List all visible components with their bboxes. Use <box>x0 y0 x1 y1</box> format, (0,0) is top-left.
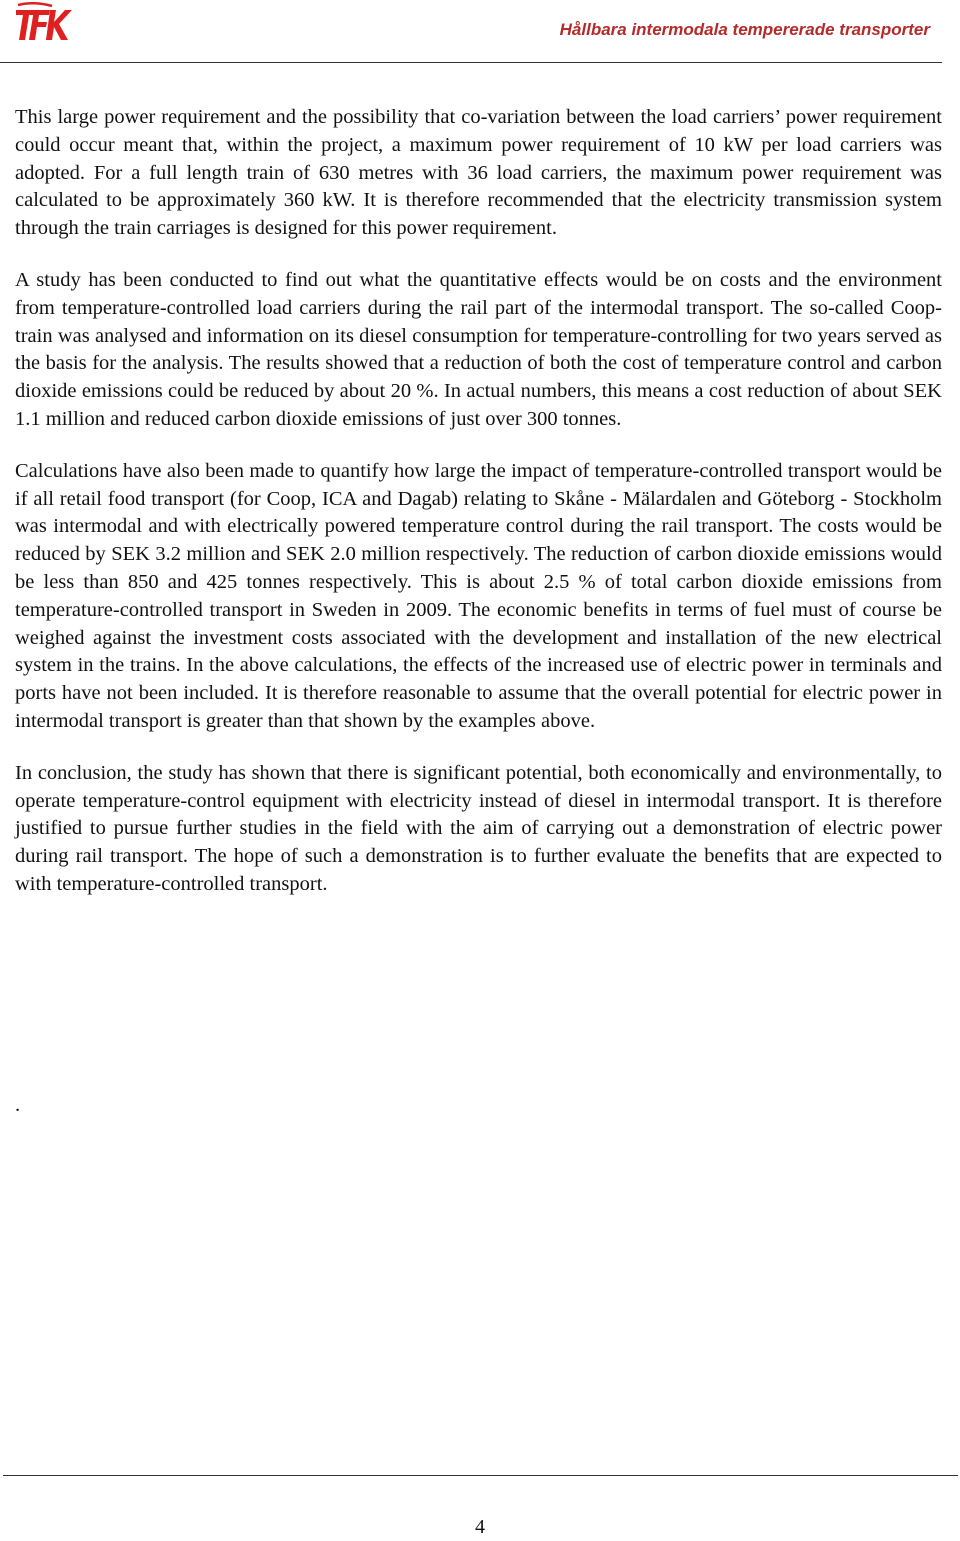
trailing-dot: . <box>15 1094 21 1116</box>
paragraph-power-requirement: This large power requirement and the possibility that co-variation between the load carriers’ power requirement could occur meant that, within the project, a maximum power requirement of 10 kW per load carriers was adopted. For a full length train of 630 metres with 36 load carriers, the maximum power requirement was calculated to be approximately 360 kW. It is therefore recommended that the electricity transmission system through the train carriages is designed for this power requirement. <box>15 106 942 240</box>
page-header <box>0 0 960 66</box>
body-text <box>15 104 942 923</box>
tfk-logo <box>14 2 74 42</box>
page-number: 4 <box>475 1516 485 1538</box>
paragraph-coop-study: A study has been conducted to find out what the quantitative effects would be on costs and the environment from temperature-controlled load carriers during the rail part of the intermodal transport. The so-called Coop-train was analysed and information on its diesel consumption for temperature-controlling for two years served as the basis for the analysis. The results showed that a reduction of both the cost of temperature control and carbon dioxide emissions could be reduced by about 20 %. In actual numbers, this means a cost reduction of about SEK 1.1 million and reduced carbon dioxide emissions of just over 300 tonnes. <box>15 268 942 430</box>
header-divider <box>0 62 942 63</box>
footer-divider <box>3 1475 958 1476</box>
document-title: Hållbara intermodala tempererade transporter <box>559 20 930 39</box>
paragraph-conclusion: In conclusion, the study has shown that there is significant potential, both economically and environmentally, to operate temperature-control equipment with electricity instead of diesel in intermodal transport. It is therefore justified to pursue further studies in the field with the aim of carrying out a demonstration of electric power during rail transport. The hope of such a demonstration is to further evaluate the benefits that are expected to with temperature-controlled transport. <box>15 761 942 895</box>
paragraph-calculations: Calculations have also been made to quantify how large the impact of temperature-controlled transport would be if all retail food transport (for Coop, ICA and Dagab) relating to Skåne - Mälardalen and Göteborg - Stockholm was intermodal and with electrically powered temperature control during the rail transport. The costs would be reduced by SEK 3.2 million and SEK 2.0 million respectively. The reduction of carbon dioxide emissions would be less than 850 and 425 tonnes respectively. This is about 2.5 % of total carbon dioxide emissions from temperature-controlled transport in Sweden in 2009. The economic benefits in terms of fuel must of course be weighed against the investment costs associated with the development and installation of the new electrical system in the trains. In the above calculations, the effects of the increased use of electric power in terminals and ports have not been included. It is therefore reasonable to assume that the overall potential for electric power in intermodal transport is greater than that shown by the examples above. <box>15 459 942 732</box>
